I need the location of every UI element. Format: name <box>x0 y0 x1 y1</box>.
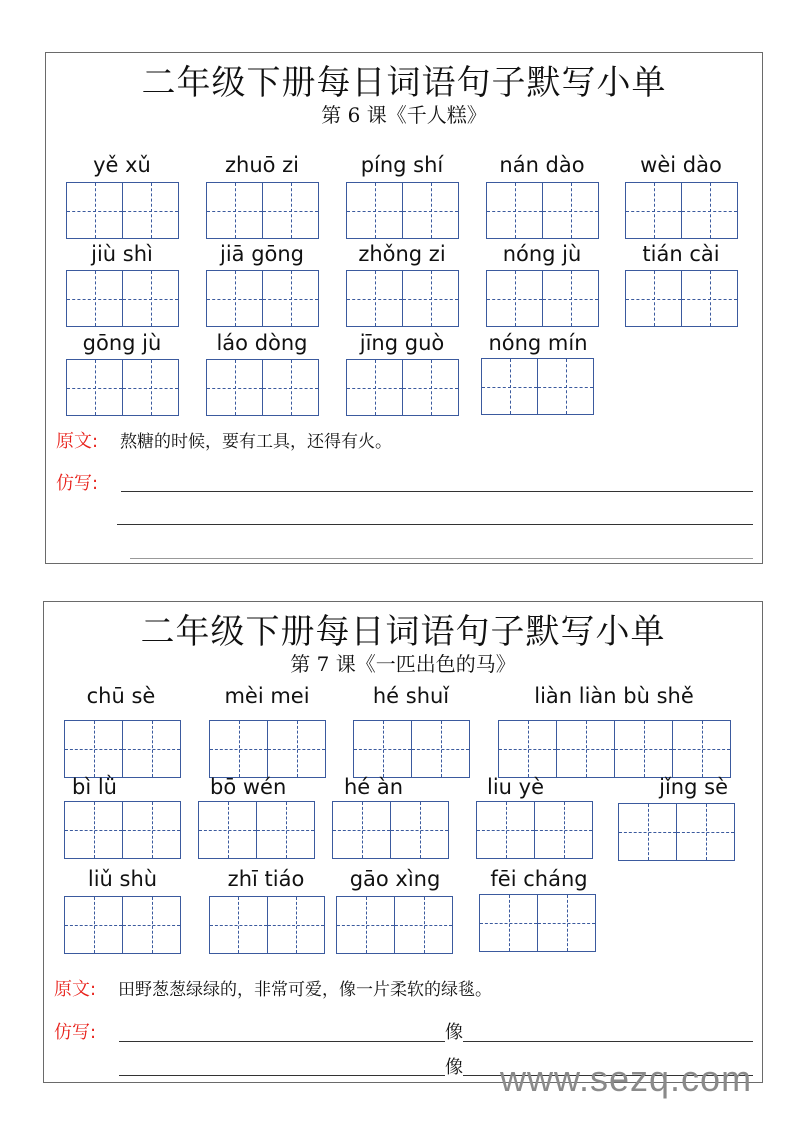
pinyin-label: liu yè <box>487 775 545 799</box>
writing-grid[interactable] <box>206 270 319 327</box>
writing-grid[interactable] <box>336 896 453 954</box>
writing-grid[interactable] <box>64 801 181 859</box>
pinyin-label: yě xǔ <box>93 153 151 177</box>
pinyin-label: tián cài <box>642 242 720 266</box>
writing-grid[interactable] <box>206 182 319 239</box>
pinyin-label: nóng jù <box>502 242 582 266</box>
pinyin-label: hé shuǐ <box>372 684 450 708</box>
writing-grid[interactable] <box>346 182 459 239</box>
writing-grid[interactable] <box>481 358 594 415</box>
writing-grid[interactable] <box>618 803 735 861</box>
pinyin-label: hé àn <box>344 775 404 799</box>
original-text-label: 原文: <box>56 431 99 452</box>
answer-line[interactable] <box>463 1041 753 1042</box>
writing-grid[interactable] <box>625 270 738 327</box>
pinyin-label: píng shí <box>360 153 444 177</box>
pinyin-label: zhuō zi <box>224 153 300 177</box>
pinyin-label: gōng jù <box>82 331 162 355</box>
pinyin-label: zhī tiáo <box>227 867 305 891</box>
pinyin-label: nóng mín <box>488 331 588 355</box>
xiang-connector: 像 <box>445 1022 463 1043</box>
imitate-label: 仿写: <box>56 473 99 494</box>
answer-line[interactable] <box>119 1041 445 1042</box>
pinyin-label: mèi mei <box>224 684 310 708</box>
pinyin-label: láo dòng <box>216 331 308 355</box>
writing-grid[interactable] <box>625 182 738 239</box>
pinyin-label: nán dào <box>499 153 585 177</box>
xiang-connector: 像 <box>445 1057 463 1078</box>
writing-grid[interactable] <box>66 359 179 416</box>
pinyin-label: liǔ shù <box>87 867 158 891</box>
writing-grid[interactable] <box>66 182 179 239</box>
writing-grid[interactable] <box>209 720 326 778</box>
writing-grid[interactable] <box>498 720 731 778</box>
watermark: www.sezq.com <box>500 1058 753 1099</box>
writing-grid[interactable] <box>198 801 315 859</box>
worksheet-lesson-7 <box>43 601 763 1083</box>
pinyin-label: liàn liàn bù shě <box>534 684 694 708</box>
worksheet-title: 二年级下册每日词语句子默写小单 <box>140 612 666 652</box>
writing-grid[interactable] <box>486 182 599 239</box>
writing-grid[interactable] <box>332 801 449 859</box>
worksheet-title: 二年级下册每日词语句子默写小单 <box>141 63 667 103</box>
pinyin-label: wèi dào <box>640 153 722 177</box>
original-sentence: 田野葱葱绿绿的，非常可爱，像一片柔软的绿毯。 <box>118 980 492 1000</box>
pinyin-label: jǐng sè <box>659 775 728 799</box>
pinyin-label: fēi cháng <box>490 867 588 891</box>
writing-grid[interactable] <box>353 720 470 778</box>
pinyin-label: jiā gōng <box>219 242 305 266</box>
writing-grid[interactable] <box>66 270 179 327</box>
writing-grid[interactable] <box>479 894 596 952</box>
writing-grid[interactable] <box>346 359 459 416</box>
lesson-subtitle: 第 7 课《一匹出色的马》 <box>290 652 516 676</box>
imitate-label: 仿写: <box>54 1022 97 1043</box>
answer-line[interactable] <box>117 524 753 525</box>
worksheet-lesson-6 <box>45 52 763 564</box>
pinyin-label: gāo xìng <box>349 867 441 891</box>
pinyin-label: jīng guò <box>359 331 445 355</box>
pinyin-label: zhǒng zi <box>358 242 446 266</box>
answer-line[interactable] <box>119 1075 445 1076</box>
writing-grid[interactable] <box>206 359 319 416</box>
writing-grid[interactable] <box>346 270 459 327</box>
answer-line[interactable] <box>130 558 753 559</box>
lesson-subtitle: 第 6 课《千人糕》 <box>321 103 487 127</box>
original-sentence: 熬糖的时候，要有工具，还得有火。 <box>120 432 392 452</box>
original-text-label: 原文: <box>54 979 97 1000</box>
pinyin-label: chū sè <box>86 684 156 708</box>
writing-grid[interactable] <box>209 896 325 954</box>
writing-grid[interactable] <box>486 270 599 327</box>
pinyin-label: bì lǜ <box>72 775 117 799</box>
answer-line[interactable] <box>121 491 753 492</box>
writing-grid[interactable] <box>64 720 181 778</box>
pinyin-label: bō wén <box>210 775 287 799</box>
writing-grid[interactable] <box>476 801 593 859</box>
writing-grid[interactable] <box>64 896 181 954</box>
pinyin-label: jiù shì <box>91 242 153 266</box>
